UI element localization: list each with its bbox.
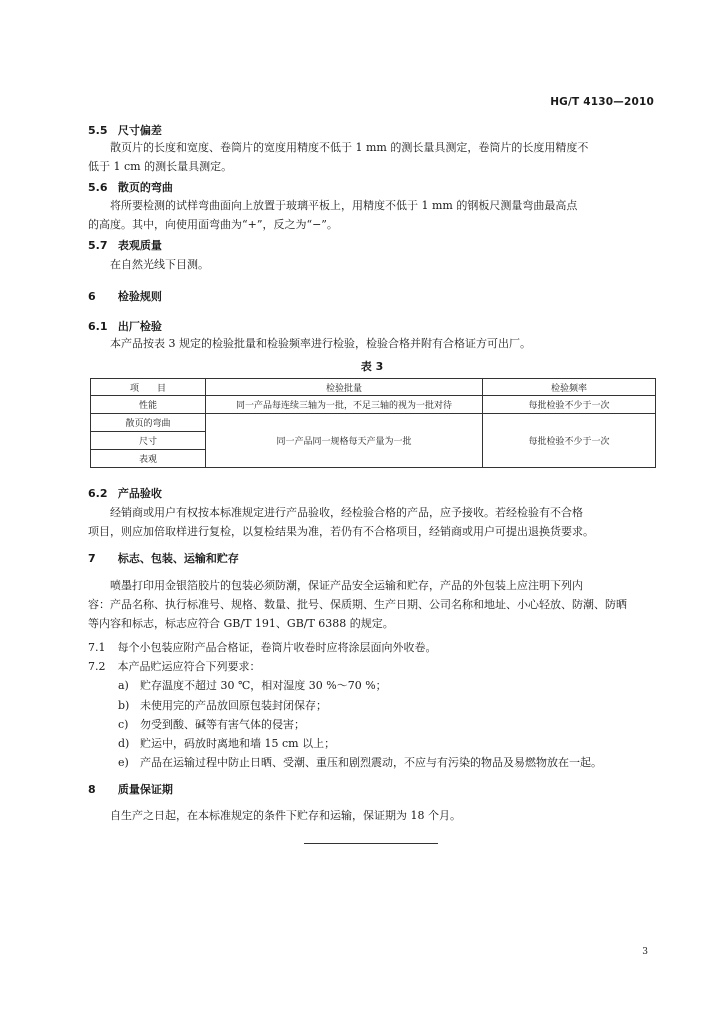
table-cell: 同一产品同一规格每天产量为一批: [206, 414, 483, 468]
section-heading-5-5: [88, 124, 656, 138]
section-heading-5-7: [88, 239, 656, 253]
list-item: [118, 737, 678, 751]
section-number: 6: [88, 290, 96, 303]
clause-number: 7.1: [88, 641, 106, 654]
paragraph-line: 将所要检测的试样弯曲面向上放置于玻璃平板上，用精度不低于 1 mm 的钢板尺测量弯曲最高点: [110, 199, 578, 212]
list-item: [118, 679, 678, 693]
clause-7-2: [88, 660, 656, 674]
section-heading-6-2: [88, 487, 656, 501]
list-marker: b): [118, 699, 130, 712]
table-row: [91, 414, 656, 432]
list-item: [118, 699, 678, 713]
list-text: 产品在运输过程中防止日晒、受潮、重压和剧烈震动，不应与有污染的物品及易燃物放在一起。: [140, 756, 602, 769]
paragraph-line: 的高度。其中，向使用面弯曲为“+”，反之为“−”。: [88, 218, 338, 231]
paragraph-line: 等内容和标志，标志应符合 GB/T 191、GB/T 6388 的规定。: [88, 617, 394, 630]
section-number: 5.7: [88, 239, 108, 252]
paragraph-line: 容：产品名称、执行标准号、规格、数量、批号、保质期、生产日期、公司名称和地址、小心轻放、防潮、防晒: [88, 598, 627, 611]
clause-7-1: [88, 641, 656, 655]
paragraph-6-1: 本产品按表 3 规定的检验批量和检验频率进行检验，检验合格并附有合格证方可出厂。: [110, 337, 531, 350]
section-title: 出厂检验: [117, 320, 162, 333]
section-heading-6: [88, 290, 656, 304]
section-number: 5.6: [88, 181, 108, 194]
paragraph-8: 自生产之日起，在本标准规定的条件下贮存和运输，保证期为 18 个月。: [110, 809, 461, 822]
list-marker: c): [118, 718, 129, 731]
paragraph-6-2: [88, 503, 656, 541]
table-cell: 尺寸: [91, 432, 206, 450]
section-number: 8: [88, 783, 96, 796]
section-title: 标志、包装、运输和贮存: [117, 552, 239, 565]
section-title: 尺寸偏差: [117, 124, 162, 137]
section-title: 检验规则: [117, 290, 162, 303]
table-cell: 每批检验不少于一次: [483, 396, 656, 414]
section-number: 7: [88, 552, 96, 565]
end-rule: [304, 843, 438, 844]
list-marker: a): [118, 679, 129, 692]
table-cell: 表观: [91, 450, 206, 468]
paragraph-5-5: [88, 138, 656, 176]
section-heading-7: [88, 552, 656, 566]
page-number: 3: [642, 947, 648, 957]
list-text: 贮存温度不超过 30 ℃，相对湿度 30 %～70 %；: [140, 679, 387, 692]
list-marker: d): [118, 737, 130, 750]
table-cell: 同一产品每连续三轴为一批，不足三轴的视为一批对待: [206, 396, 483, 414]
paragraph-7: [88, 576, 656, 633]
section-title: 表观质量: [117, 239, 162, 252]
inspection-table: [90, 378, 656, 468]
clause-text: 每个小包装应附产品合格证，卷筒片收卷时应将涂层面向外收卷。: [117, 641, 437, 654]
list-item: [118, 718, 678, 732]
table-caption: 表 3: [360, 360, 384, 373]
standard-code: HG/T 4130—2010: [550, 96, 654, 108]
table-header-cell: 检验批量: [206, 379, 483, 396]
section-number: 6.1: [88, 320, 108, 333]
paragraph-line: 项目，则应加倍取样进行复检，以复检结果为准，若仍有不合格项目，经销商或用户可提出退换货要求。: [88, 525, 594, 538]
section-number: 6.2: [88, 487, 108, 500]
paragraph-5-6: [88, 196, 656, 234]
table-header-cell: 项 目: [91, 379, 206, 396]
paragraph-5-7: 在自然光线下目测。: [110, 258, 209, 271]
table-cell: 散页的弯曲: [91, 414, 206, 432]
table-row: [91, 396, 656, 414]
paragraph-line: 散页片的长度和宽度、卷筒片的宽度用精度不低于 1 mm 的测长量具测定，卷筒片的长度用精度不: [110, 141, 589, 154]
table-cell: 性能: [91, 396, 206, 414]
paragraph-line: 喷墨打印用金银箔胶片的包装必须防潮，保证产品安全运输和贮存，产品的外包装上应注明下列内: [110, 579, 583, 592]
list-text: 勿受到酸、碱等有害气体的侵害；: [140, 718, 305, 731]
paragraph-line: 经销商或用户有权按本标准规定进行产品验收，经检验合格的产品，应予接收。若经检验有不合格: [110, 506, 583, 519]
paragraph-line: 低于 1 cm 的测长量具测定。: [88, 160, 233, 173]
list-text: 未使用完的产品放回原包装封闭保存；: [140, 699, 327, 712]
table-header-row: [91, 379, 656, 396]
list-text: 贮运中，码放时离地和墙 15 cm 以上；: [140, 737, 336, 750]
clause-number: 7.2: [88, 660, 106, 673]
section-title: 散页的弯曲: [117, 181, 173, 194]
table-header-cell: 检验频率: [483, 379, 656, 396]
section-heading-5-6: [88, 181, 656, 195]
clause-text: 本产品贮运应符合下列要求：: [117, 660, 261, 673]
section-heading-6-1: [88, 320, 656, 334]
list-item: [118, 756, 678, 770]
section-heading-8: [88, 783, 656, 797]
section-title: 产品验收: [117, 487, 162, 500]
section-title: 质量保证期: [117, 783, 173, 796]
table-cell: 每批检验不少于一次: [483, 414, 656, 468]
list-marker: e): [118, 756, 129, 769]
section-number: 5.5: [88, 124, 108, 137]
